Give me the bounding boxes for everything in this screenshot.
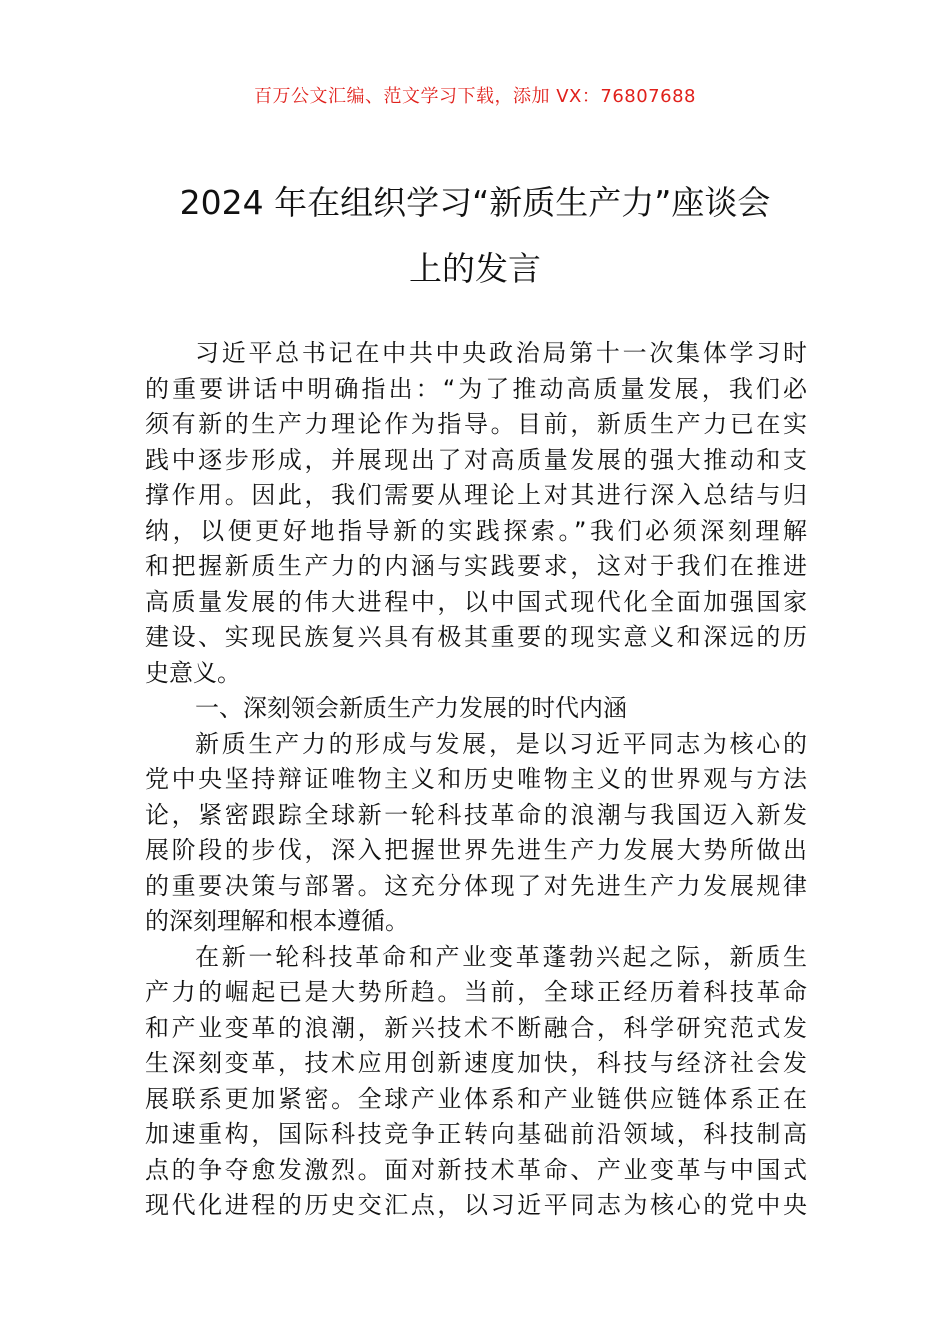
- paragraph-line: 生深刻变革，技术应用创新速度加快，科技与经济社会发: [145, 1049, 807, 1077]
- document-body: [145, 336, 807, 1224]
- paragraph-line: 建设、实现民族复兴具有极其重要的现实意义和深远的历: [145, 623, 807, 651]
- paragraph-line: 新质生产力的形成与发展，是以习近平同志为核心的: [195, 729, 807, 758]
- paragraph-line: 践中逐步形成，并展现出了对高质量发展的强大推动和支: [145, 445, 807, 474]
- paragraph-line: 和把握新质生产力的内涵与实践要求，这对于我们在推进: [145, 552, 807, 580]
- paragraph-line: 现代化进程的历史交汇点，以习近平同志为核心的党中央: [145, 1191, 807, 1219]
- paragraph-line: 高质量发展的伟大进程中，以中国式现代化全面加强国家: [145, 587, 807, 616]
- paragraph-line: 展联系更加紧密。全球产业体系和产业链供应链体系正在: [145, 1084, 807, 1113]
- title-line-2: 上的发言: [409, 249, 541, 288]
- paragraph-line: 史意义。: [145, 658, 241, 687]
- section-heading: 一、深刻领会新质生产力发展的时代内涵: [195, 694, 627, 722]
- paragraph-line: 展阶段的步伐，深入把握世界先进生产力发展大势所做出: [145, 836, 807, 864]
- paragraph-line: 和产业变革的浪潮，新兴技术不断融合，科学研究范式发: [145, 1013, 807, 1042]
- paragraph-line: 的重要决策与部署。这充分体现了对先进生产力发展规律: [145, 871, 807, 900]
- paragraph-line: 的重要讲话中明确指出：“为了推动高质量发展，我们必: [145, 374, 807, 403]
- paragraph-line: 产力的崛起已是大势所趋。当前，全球正经历着科技革命: [145, 978, 807, 1006]
- paragraph-line: 习近平总书记在中共中央政治局第十一次集体学习时: [195, 339, 807, 367]
- paragraph-line: 论，紧密跟踪全球新一轮科技革命的浪潮与我国迈入新发: [145, 800, 807, 829]
- paragraph-line: 在新一轮科技革命和产业变革蓬勃兴起之际，新质生: [195, 942, 807, 971]
- paragraph-line: 的深刻理解和根本遵循。: [145, 907, 409, 935]
- header-watermark-note: 百万公文汇编、范文学习下载，添加 VX：76807688: [254, 86, 696, 107]
- title-line-1: 2024 年在组织学习“新质生产力”座谈会: [179, 183, 771, 222]
- paragraph-line: 撑作用。因此，我们需要从理论上对其进行深入总结与归: [145, 481, 807, 509]
- paragraph-line: 须有新的生产力理论作为指导。目前，新质生产力已在实: [145, 410, 807, 438]
- document-title: [120, 170, 830, 302]
- paragraph-line: 纳，以便更好地指导新的实践探索。”我们必须深刻理解: [145, 516, 807, 545]
- paragraph-line: 党中央坚持辩证唯物主义和历史唯物主义的世界观与方法: [145, 765, 807, 793]
- paragraph-line: 加速重构，国际科技竞争正转向基础前沿领域，科技制高: [145, 1120, 807, 1148]
- paragraph-line: 点的争夺愈发激烈。面对新技术革命、产业变革与中国式: [145, 1155, 807, 1184]
